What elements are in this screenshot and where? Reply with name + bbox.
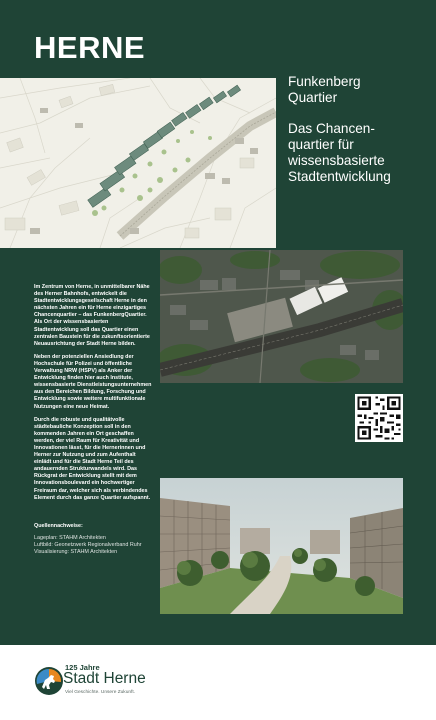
logo-years: 125 Jahre (65, 663, 100, 672)
qr-code-icon[interactable] (355, 394, 403, 442)
visualization-image (160, 478, 403, 614)
body-paragraph: Neben der potenziellen Ansiedlung der Hochschule für Polizei und öffentliche Verwaltung NRW (HSPV) als Anker der Entwicklung finden hier auch Institute, wissensbasierte Dienstleistungsunternehmen aus den Bereichen Bildung, Forschung und Entwicklung sowie weitere multifunktionale Nutzungen eine neue Heimat. (34, 353, 152, 410)
subtitle-line: Das Chancen- (288, 121, 375, 136)
sources-title: Quellennachweise: (34, 523, 83, 529)
headline-block (288, 74, 428, 185)
source-line: Luftbild: Geonetzwerk Regionalverband Ruhr (34, 542, 142, 548)
sources-block (34, 523, 158, 556)
source-line: Lageplan: STAHM Architekten (34, 535, 106, 541)
project-subtitle (288, 121, 428, 185)
body-text (34, 284, 152, 508)
site-plan-image (0, 78, 276, 248)
stadt-herne-horse-logo-icon (34, 666, 64, 696)
subtitle-line: wissensbasierte (288, 153, 385, 168)
body-paragraph: Im Zentrum von Herne, in unmittelbarer Nähe des Herner Bahnhofs, entwickelt die Stadtentwicklungsgesellschaft Herne in den nächsten Jahren ein für Herne einzigartiges Chancenquartier – das FunkenbergQuartier. Als Ort der wissensbasierten Stadtentwicklung soll das Quartier einen zentralen Baustein für die zukunftsorientierte Neuausrichtung der Stadt Herne bilden. (34, 284, 150, 347)
subtitle-line: Stadtentwicklung (288, 169, 391, 184)
logo-tagline: Viel Geschichte. Unsere Zukunft. (65, 690, 136, 695)
project-title (288, 74, 428, 106)
source-line: Visualisierung: STAHM Architekten (34, 549, 118, 555)
body-paragraph: Durch die robuste und qualitätvolle städtebauliche Konzeption soll in den kommenden Jahren ein Ort geschaffen werden, der viel Raum für Kreativität und Innovationen lässt, für die Hernerinnen und Herner zur Nutzung und zum Aufenthalt einlädt und für die Stadt Herne Teil des andauernden Strukturwandels wird. Das Rückgrat der Entwicklung stellt mit dem Innovationsboulevard ein hochwertiger Freiraum dar, welcher sich als verbindendes Element durch das ganze Quartier aufspannt. (34, 416, 151, 501)
logo-name: Stadt Herne (63, 670, 146, 687)
city-title: HERNE (34, 30, 146, 65)
aerial-photo (160, 250, 403, 383)
subtitle-line: quartier für (288, 137, 354, 152)
project-title-line: Funkenberg (288, 74, 361, 89)
stadt-herne-logo (34, 663, 164, 703)
project-title-line: Quartier (288, 90, 338, 105)
